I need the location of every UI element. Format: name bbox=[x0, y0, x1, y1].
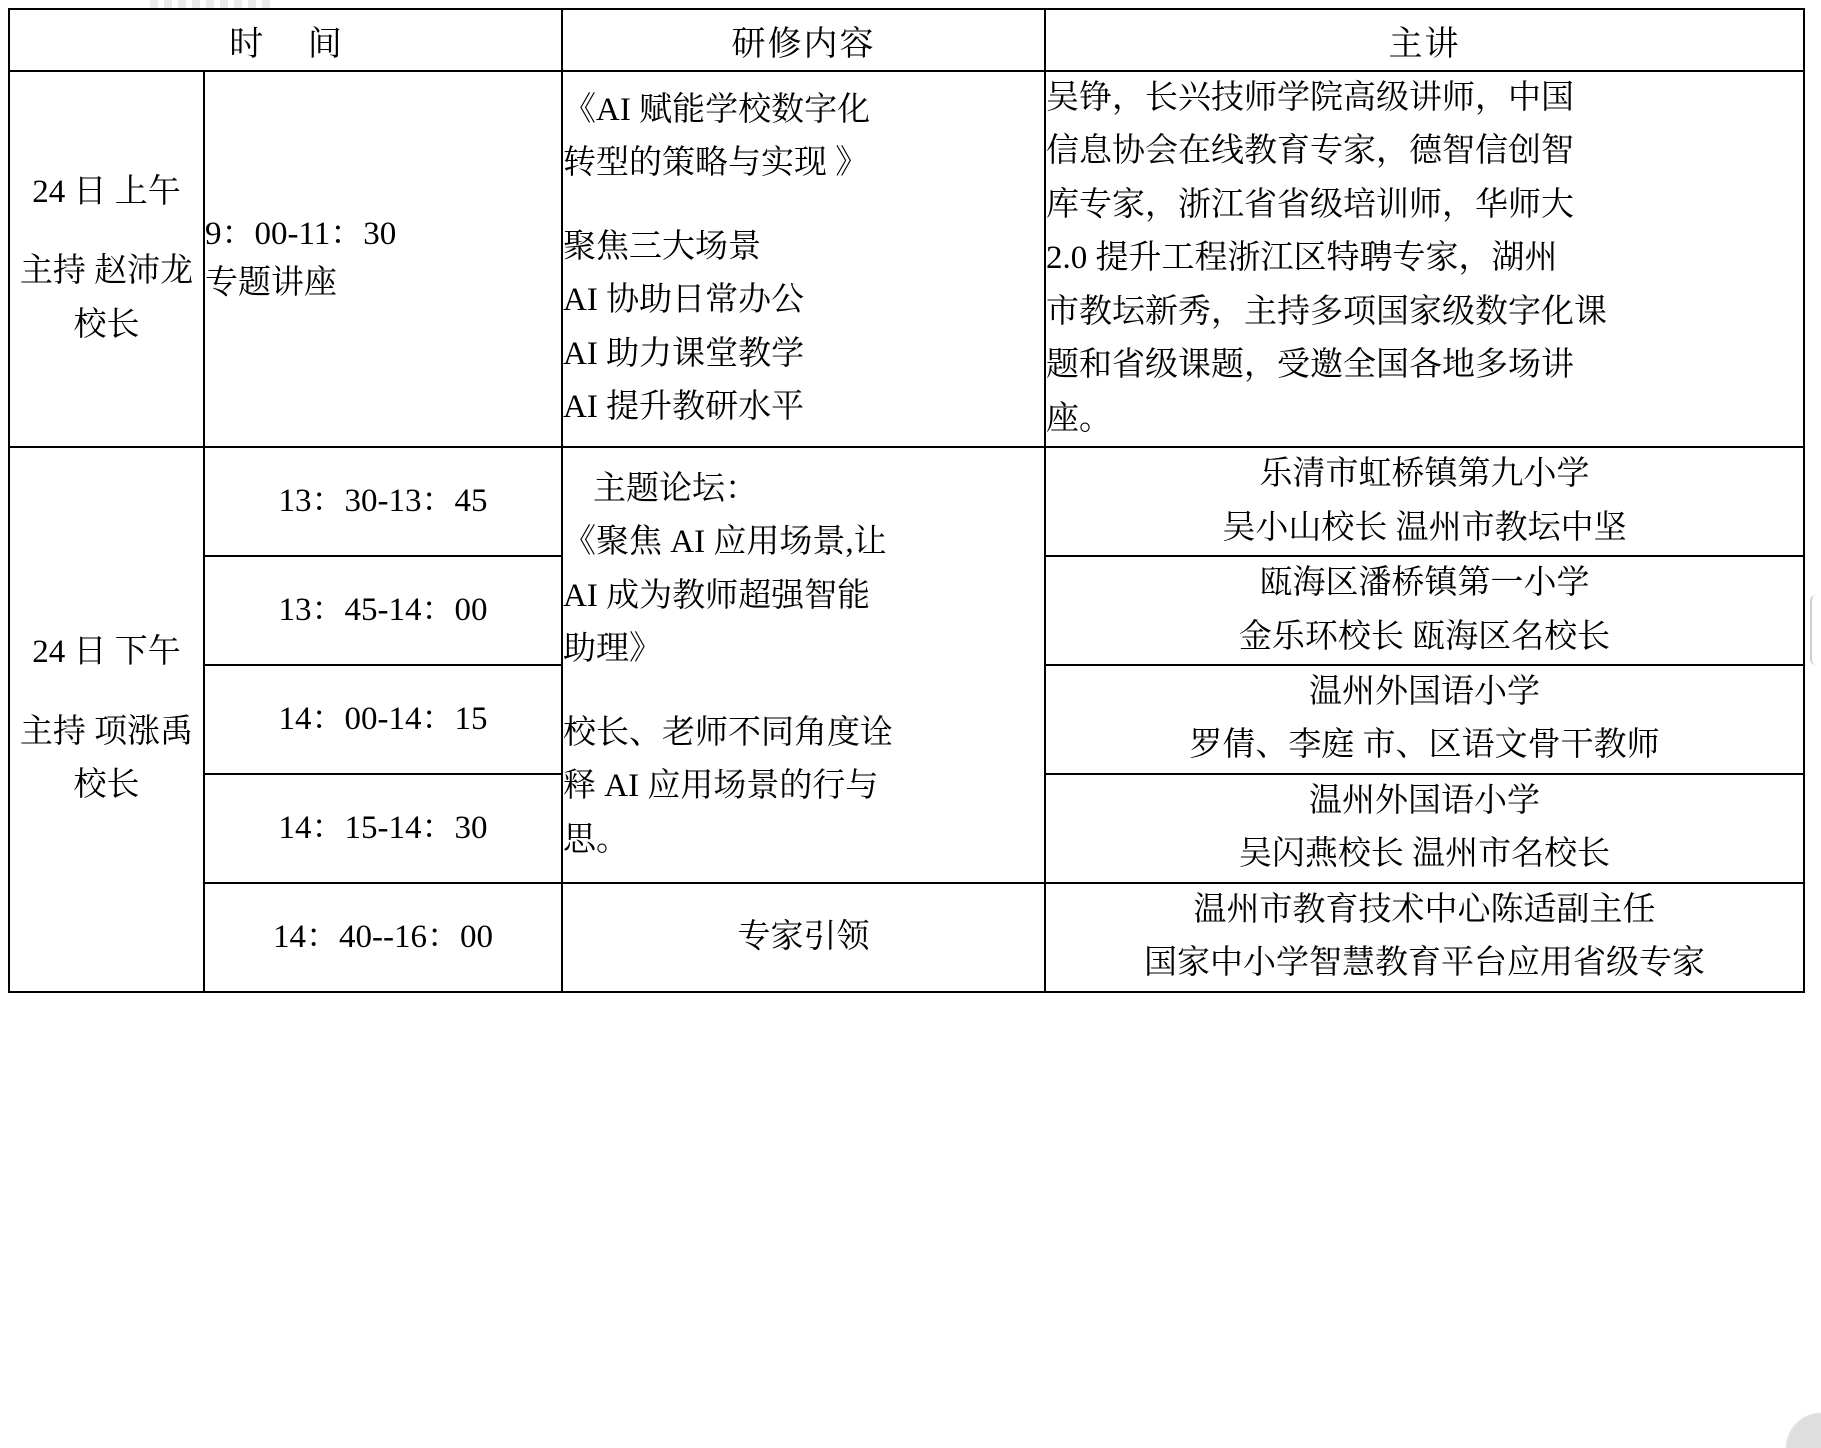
morning-content-line-2: 转型的策略与实现 》 bbox=[563, 145, 869, 182]
morning-content-line-3: 聚焦三大场景 bbox=[563, 228, 761, 265]
morning-speaker-line-3: 库专家，浙江省省级培训师，华师大 bbox=[1046, 186, 1574, 223]
morning-time-type: 专题讲座 bbox=[205, 265, 337, 302]
afternoon-day-cell bbox=[9, 447, 204, 992]
scan-artifact-right bbox=[1810, 595, 1821, 665]
afternoon-speaker-5-line-1: 温州市教育技术中心陈适副主任 bbox=[1193, 891, 1656, 928]
morning-content-line-5: AI 助力课堂教学 bbox=[563, 335, 805, 372]
forum-line-2: 《聚焦 AI 应用场景,让 bbox=[563, 524, 887, 561]
afternoon-time-1: 13：30-13：45 bbox=[204, 447, 562, 556]
afternoon-speaker-3-line-2: 罗倩、李庭 市、区语文骨干教师 bbox=[1189, 727, 1660, 764]
morning-day-cell bbox=[9, 71, 204, 447]
header-speaker: 主讲 bbox=[1045, 9, 1804, 71]
afternoon-time-5: 14：40--16：00 bbox=[204, 883, 562, 992]
afternoon-day-line-4: 项涨禹 bbox=[94, 713, 194, 750]
morning-content-line-6: AI 提升教研水平 bbox=[563, 388, 805, 425]
forum-line-7: 思。 bbox=[563, 821, 629, 858]
afternoon-time-3: 14：00-14：15 bbox=[204, 665, 562, 774]
afternoon-speaker-4-line-2: 吴闪燕校长 温州市名校长 bbox=[1238, 836, 1611, 873]
morning-speaker-line-4: 2.0 提升工程浙江区特聘专家，湖州 bbox=[1046, 240, 1558, 277]
afternoon-day-line-2: 下午 bbox=[114, 634, 181, 671]
morning-content-line-4: AI 协助日常办公 bbox=[563, 282, 805, 319]
afternoon-speaker-1-line-1: 乐清市虹桥镇第九小学 bbox=[1259, 456, 1590, 493]
header-time: 时 间 bbox=[9, 9, 562, 71]
forum-line-4: 助理》 bbox=[563, 631, 662, 668]
forum-line-3: AI 成为教师超强智能 bbox=[563, 577, 871, 614]
morning-speaker-line-6: 题和省级课题，受邀全国各地多场讲 bbox=[1046, 347, 1574, 384]
afternoon-time-4: 14：15-14：30 bbox=[204, 774, 562, 883]
afternoon-content-forum-cell bbox=[562, 447, 1045, 883]
header-content: 研修内容 bbox=[562, 9, 1045, 71]
morning-content-cell bbox=[562, 71, 1045, 447]
scan-artifact-corner bbox=[1751, 1388, 1821, 1448]
afternoon-day-line-5: 校长 bbox=[73, 767, 140, 804]
afternoon-speaker-4 bbox=[1045, 774, 1804, 883]
morning-speaker-line-2: 信息协会在线教育专家，德智信创智 bbox=[1046, 133, 1574, 170]
morning-day-line-5: 校长 bbox=[73, 306, 140, 343]
table-header-row bbox=[9, 9, 1804, 71]
afternoon-day-line-1: 24 日 bbox=[32, 634, 107, 671]
scan-artifact-top bbox=[150, 0, 270, 8]
afternoon-speaker-1 bbox=[1045, 447, 1804, 556]
afternoon-speaker-2-line-2: 金乐环校长 瓯海区名校长 bbox=[1238, 618, 1611, 655]
morning-speaker-line-1: 吴铮，长兴技师学院高级讲师，中国 bbox=[1046, 80, 1574, 116]
afternoon-speaker-2-line-1: 瓯海区潘桥镇第一小学 bbox=[1259, 565, 1590, 602]
afternoon-speaker-5-line-2: 国家中小学智慧教育平台应用省级专家 bbox=[1144, 945, 1705, 982]
afternoon-speaker-1-line-2: 吴小山校长 温州市教坛中坚 bbox=[1222, 509, 1627, 546]
forum-line-5: 校长、老师不同角度诠 bbox=[563, 714, 893, 751]
afternoon-day-line-3: 主持 bbox=[19, 713, 86, 750]
table-row bbox=[9, 883, 1804, 992]
morning-day-line-4: 赵沛龙 bbox=[94, 253, 194, 290]
table-row bbox=[9, 71, 1804, 447]
afternoon-speaker-5 bbox=[1045, 883, 1804, 992]
morning-time-cell bbox=[204, 71, 562, 447]
forum-line-1: 主题论坛： bbox=[593, 470, 758, 507]
morning-day-line-3: 主持 bbox=[19, 253, 86, 290]
afternoon-content-expert-cell: 专家引领 bbox=[562, 883, 1045, 992]
morning-day-line-2: 上午 bbox=[114, 173, 181, 210]
table-row bbox=[9, 447, 1804, 556]
morning-speaker-line-5: 市教坛新秀，主持多项国家级数字化课 bbox=[1046, 293, 1607, 330]
afternoon-speaker-3-line-1: 温州外国语小学 bbox=[1309, 673, 1540, 710]
morning-content-line-1: 《AI 赋能学校数字化 bbox=[563, 91, 871, 128]
morning-day-line-1: 24 日 bbox=[32, 173, 107, 210]
morning-speaker-cell bbox=[1045, 71, 1804, 447]
morning-time-value: 9：00-11：30 bbox=[205, 215, 397, 252]
afternoon-speaker-3 bbox=[1045, 665, 1804, 774]
morning-speaker-line-7: 座。 bbox=[1046, 400, 1112, 437]
afternoon-speaker-4-line-1: 温州外国语小学 bbox=[1309, 782, 1540, 819]
schedule-table bbox=[8, 8, 1805, 993]
forum-line-6: 释 AI 应用场景的行与 bbox=[563, 768, 879, 805]
afternoon-speaker-2 bbox=[1045, 556, 1804, 665]
afternoon-time-2: 13：45-14：00 bbox=[204, 556, 562, 665]
